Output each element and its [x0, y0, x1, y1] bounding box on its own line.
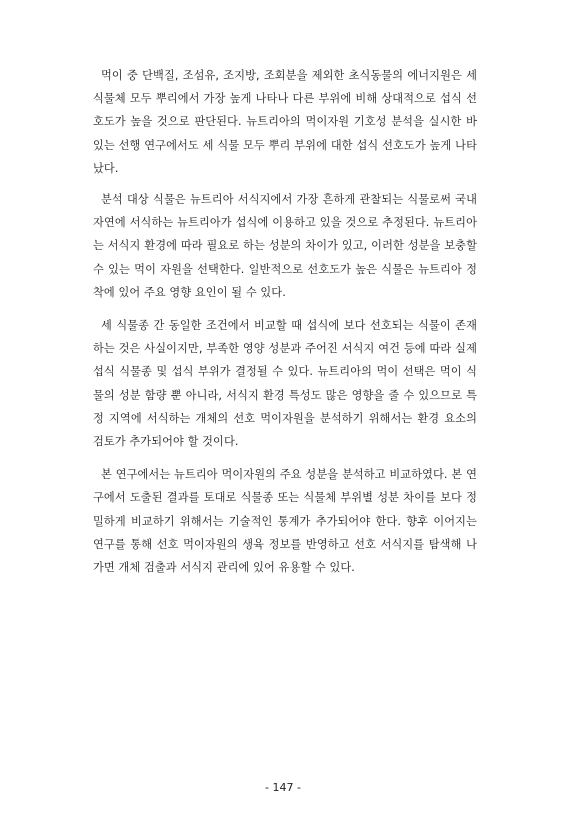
paragraph-3: 세 식물종 간 동일한 조건에서 비교할 때 섭식에 보다 선호되는 식물이 존재하는 것은 사실이지만, 부족한 영양 성분과 주어진 서식지 여건 등에 따라 실제 섭식 식물종 및 섭식 부위가 결정될 수 있다. 뉴트리아의 먹이 선택은 먹이 식물의 성분 함량 뿐 아니라, 서식지 환경 특성도 많은 영향을 줄 수 있으므로 특정 지역에 서식하는 개체의 선호 먹이자원을 분석하기 위해서는 환경 요소의 검토가 추가되어야 할 것이다. [93, 319, 477, 449]
body-text [93, 64, 477, 589]
paragraph-4: 본 연구에서는 뉴트리아 먹이자원의 주요 성분을 분석하고 비교하였다. 본 연구에서 도출된 결과를 토대로 식물종 또는 식물체 부위별 성분 차이를 보다 정밀하게 비교하기 위해서는 기술적인 통계가 추가되어야 한다. 향후 이어지는 연구를 통해 선호 먹이자원의 생육 정보를 반영하고 선호 서식지를 탐색해 나가면 개체 검출과 서식지 관리에 있어 유용할 수 있다. [93, 468, 477, 575]
page-number: - 147 - [265, 781, 301, 794]
paragraph-2: 분석 대상 식물은 뉴트리아 서식지에서 가장 흔하게 관찰되는 식물로써 국내 자연에 서식하는 뉴트리아가 섭식에 이용하고 있을 것으로 추정된다. 뉴트리아는 서식지 환경에 따라 필요로 하는 성분의 차이가 있고, 이러한 성분을 보충할 수 있는 먹이 자원을 선택한다. 일반적으로 선호도가 높은 식물은 뉴트리아 정착에 있어 주요 영향 요인이 될 수 있다. [93, 193, 477, 299]
paragraph-1: 먹이 중 단백질, 조섬유, 조지방, 조회분을 제외한 초식동물의 에너지원은 세 식물체 모두 뿌리에서 가장 높게 나타나 다른 부위에 비해 상대적으로 섭식 선호도가 높을 것으로 판단된다. 뉴트리아의 먹이자원 기호성 분석을 실시한 바 있는 선행 연구에서도 세 식물 모두 뿌리 부위에 대한 섭식 선호도가 높게 나타났다. [93, 69, 477, 175]
